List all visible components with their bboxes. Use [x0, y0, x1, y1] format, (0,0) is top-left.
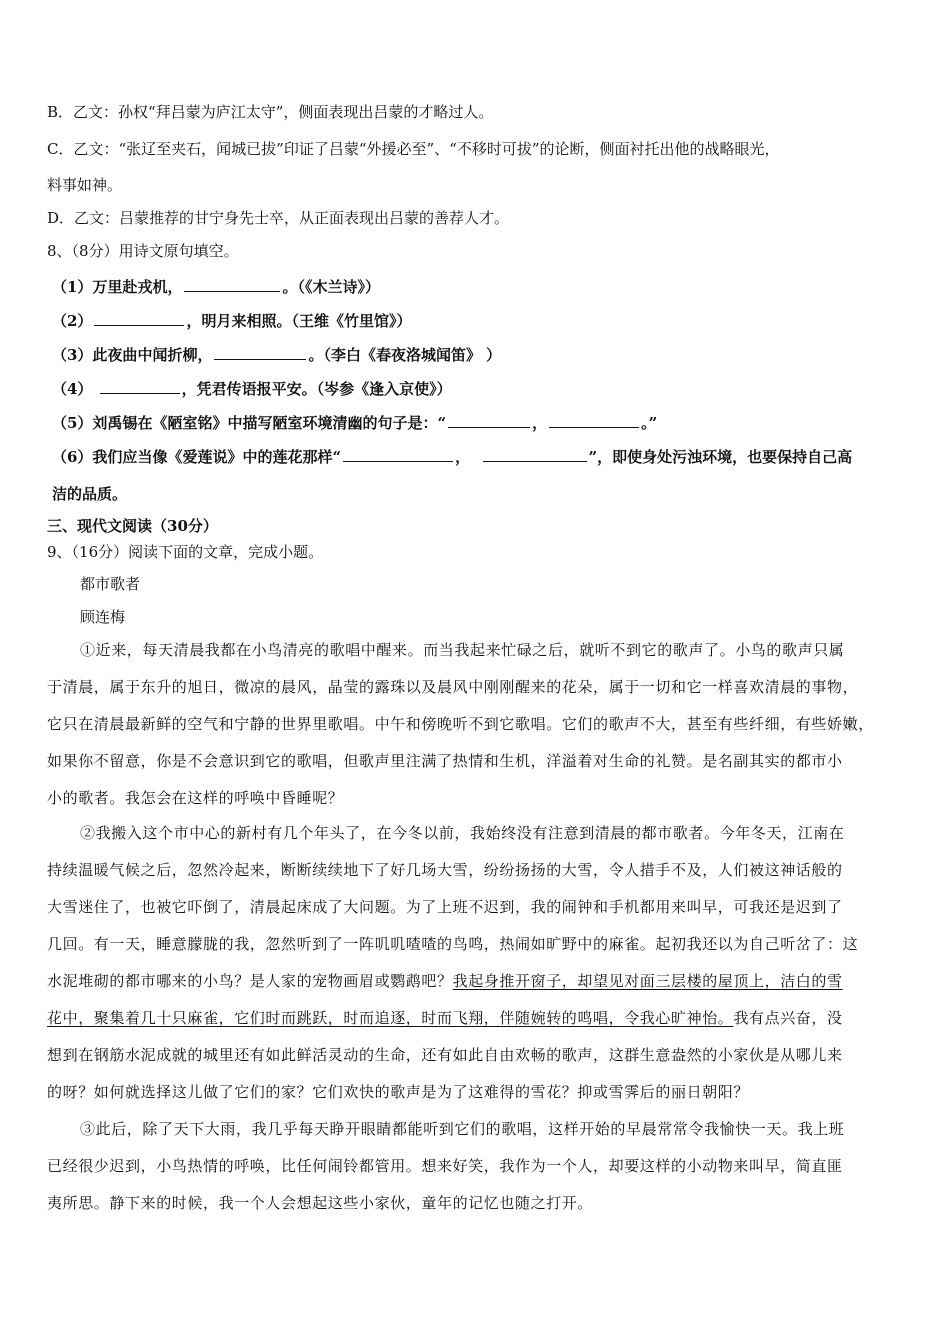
question-8-item-6	[52, 446, 910, 467]
underlined-passage: 花中，聚集着几十只麻雀，它们时而跳跃，时而追逐，时而飞翔，伴随婉转的鸣唱，令我心旷神怡。	[47, 1009, 734, 1027]
fill-blank[interactable]	[448, 412, 530, 428]
fill-blank[interactable]	[549, 412, 639, 428]
option-c-line2: 料事如神。	[47, 176, 123, 194]
fill-blank[interactable]	[214, 344, 306, 360]
item-6-prompt: （6）我们应当像《爱莲说》中的莲花那样“	[52, 448, 342, 466]
option-d: D．乙文：吕蒙推荐的甘宁身先士卒，从正面表现出吕蒙的善荐人才。	[47, 209, 510, 227]
paragraph-1-line: 于清晨，属于东升的旭日，微凉的晨风，晶莹的露珠以及晨风中刚刚醒来的花朵，属于一切和它一样喜欢清晨的事物，	[47, 678, 859, 696]
option-b: B．乙文：孙权“拜吕蒙为庐江太守”，侧面表现出吕蒙的才略过人。	[47, 103, 494, 121]
paragraph-2-line: 持续温暖气候之后，忽然冷起来，断断续续地下了好几场大雪，纷纷扬扬的大雪，令人措手不及，人们被这神话般的	[47, 861, 843, 879]
fill-blank[interactable]	[100, 378, 180, 394]
question-8-item-5	[52, 412, 910, 433]
paragraph-1-line: 它只在清晨最新鲜的空气和宁静的世界里歌唱。中午和傍晚听不到它歌唱。它们的歌声不大，甚至有些纤细，有些娇嫩，	[47, 715, 874, 733]
section-3-heading: 三、现代文阅读（30分）	[47, 517, 218, 535]
article-author: 顾连梅	[80, 608, 126, 626]
paragraph-1-line: 如果你不留意，你是不会意识到它的歌唱，但歌声里注满了热情和生机，洋溢着对生命的礼赞。是名副其实的都市小	[47, 752, 843, 770]
paragraph-3-line: 已经很少迟到，小鸟热情的呼唤，比任何闹铃都管用。想来好笑，我作为一个人，却要这样的小动物来叫早，简直匪	[47, 1157, 843, 1175]
item-2-text: ，明月来相照。（王维《竹里馆》）	[186, 312, 412, 330]
paragraph-2-line: 大雪迷住了，也被它吓倒了，清晨起床成了大问题。为了上班不迟到，我的闹钟和手机都用来叫早，可我还是迟到了	[47, 898, 843, 916]
fill-blank[interactable]	[483, 446, 587, 462]
item-6-text: ”，即使身处污浊环境，也要保持自己高	[588, 448, 853, 466]
paragraph-2-line	[47, 971, 910, 991]
fill-blank[interactable]	[94, 310, 184, 326]
question-8-item-1	[52, 276, 910, 297]
underlined-passage: 我起身推开窗子，却望见对面三层楼的屋顶上，洁白的雪	[452, 972, 843, 990]
option-c-line1: C．乙文：“张辽至夹石，闻城已拔”印证了吕蒙“外援必至”、“不移时可拔”的论断，侧面衬托出他的战略眼光，	[47, 140, 780, 158]
paragraph-2-line: 的呀？如何就选择这儿做了它们的家？它们欢快的歌声是为了这难得的雪花？抑或雪霁后的丽日朝阳？	[47, 1083, 750, 1101]
item-6-comma: ，	[455, 448, 471, 466]
item-5-prompt: （5）刘禹锡在《陋室铭》中描写陋室环境清幽的句子是：“	[52, 414, 447, 432]
question-9-heading: 9、（16分）阅读下面的文章，完成小题。	[47, 543, 324, 561]
paragraph-2-text: 水泥堆砌的都市哪来的小鸟？是人家的宠物画眉或鹦鹉吧？	[47, 972, 453, 990]
item-4-text: ，凭君传语报平安。（岑参《逢入京使》）	[181, 380, 452, 398]
question-8-item-4	[52, 378, 910, 399]
fill-blank[interactable]	[184, 276, 280, 292]
item-5-comma: ，	[532, 414, 548, 432]
question-8-item-3	[52, 344, 910, 365]
paragraph-2-line: 几回。有一天，睡意朦胧的我，忽然听到了一阵叽叽喳喳的鸟鸣，热闹如旷野中的麻雀。起初我还以为自己听岔了：这	[47, 935, 859, 953]
item-1-prompt: （1）万里赴戎机，	[52, 278, 183, 296]
item-4-number: （4）	[52, 380, 93, 398]
item-1-source: 。（《木兰诗》）	[282, 278, 380, 296]
fill-blank[interactable]	[343, 446, 453, 462]
article-title: 都市歌者	[80, 575, 141, 593]
question-8-item-6-cont: 洁的品质。	[52, 485, 128, 503]
paragraph-2-line: ②我搬入这个市中心的新村有几个年头了，在今冬以前，我始终没有注意到清晨的都市歌者。今年冬天，江南在	[80, 824, 845, 842]
item-5-close: 。”	[641, 414, 658, 432]
paragraph-1-line: 小的歌者。我怎会在这样的呼唤中昏睡呢？	[47, 789, 344, 807]
item-2-number: （2）	[52, 312, 93, 330]
item-3-source: 。（李白《春夜洛城闻笛》 ）	[308, 346, 502, 364]
paragraph-1-line: ①近来，每天清晨我都在小鸟清亮的歌唱中醒来。而当我起来忙碌之后，就听不到它的歌声了。小鸟的歌声只属	[80, 641, 845, 659]
item-3-prompt: （3）此夜曲中闻折柳，	[52, 346, 213, 364]
question-8-heading: 8、（8分）用诗文原句填空。	[47, 242, 239, 260]
question-8-item-2	[52, 310, 910, 331]
paragraph-3-line: ③此后，除了天下大雨，我几乎每天睁开眼睛都能听到它们的歌唱，这样开始的早晨常常令我愉快一天。我上班	[80, 1120, 845, 1138]
paragraph-2-line: 想到在钢筋水泥成就的城里还有如此鲜活灵动的生命，还有如此自由欢畅的歌声，这群生意盎然的小家伙是从哪儿来	[47, 1046, 843, 1064]
paragraph-2-line	[47, 1008, 910, 1028]
paragraph-2-text: 我有点兴奋，没	[733, 1009, 843, 1027]
paragraph-3-line: 夷所思。静下来的时候，我一个人会想起这些小家伙，童年的记忆也随之打开。	[47, 1194, 594, 1212]
